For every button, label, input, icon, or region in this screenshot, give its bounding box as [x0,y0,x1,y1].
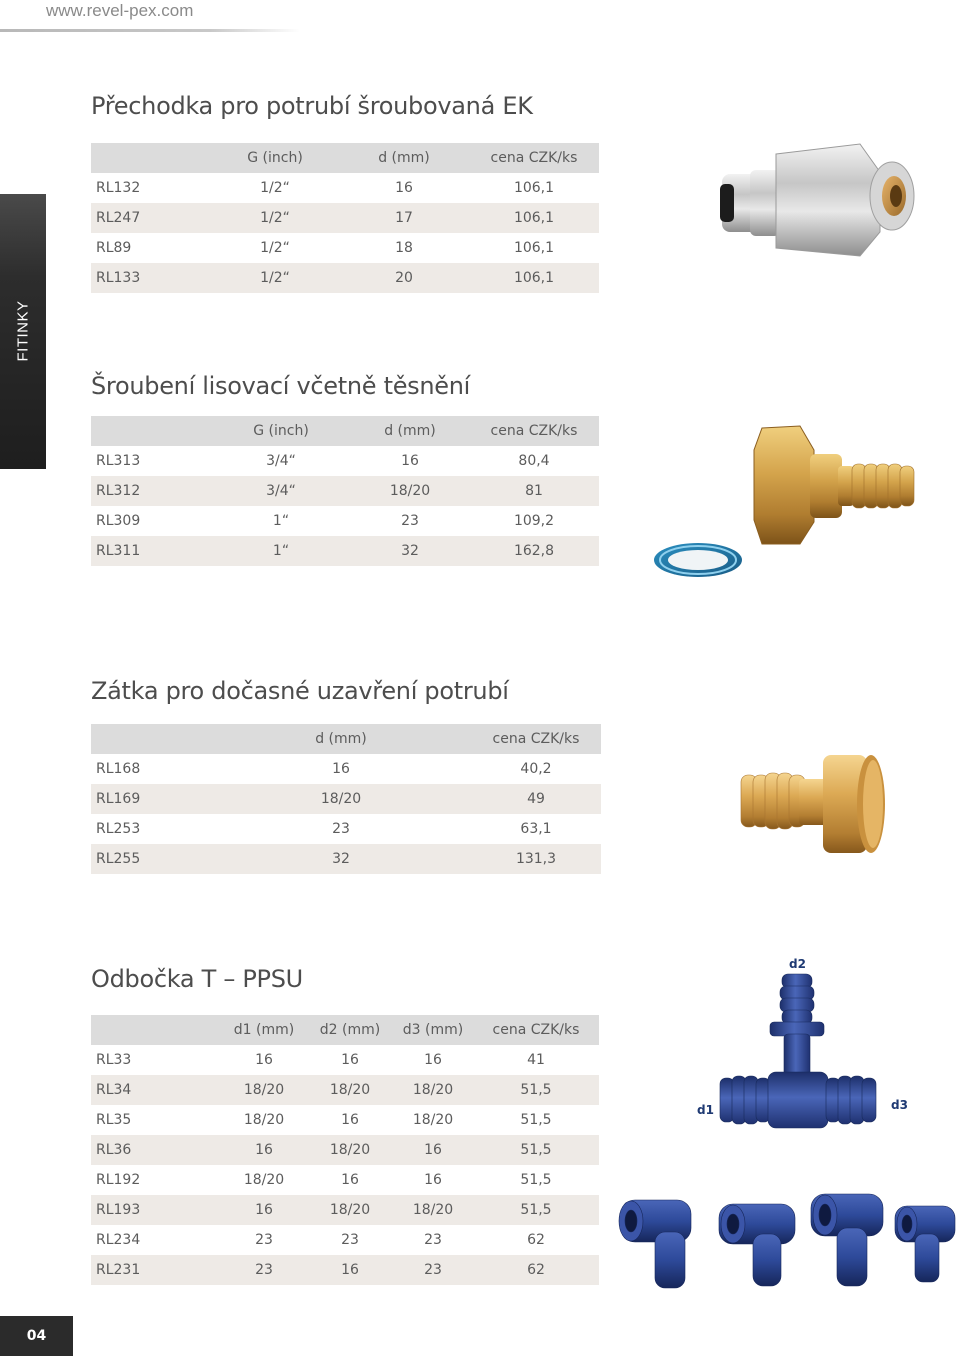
table-header-row [91,724,601,754]
table-row [91,784,601,814]
table-row [91,1105,599,1135]
table-row [91,536,599,566]
ek-adapter-image [710,132,920,262]
product-code: RL168 [96,761,141,777]
table-row [91,1135,599,1165]
section-title-press-union: Šroubení lisovací včetně těsnění [91,372,471,400]
price-cell: 162,8 [469,536,599,566]
product-code: RL132 [96,180,141,196]
table-cell: 1“ [211,536,351,566]
column-header: cena CZK/ks [469,143,599,173]
table-cell: 16 [221,1135,307,1165]
product-code: RL89 [96,240,132,256]
table-cell: 18/20 [412,1112,454,1128]
column-header: cena CZK/ks [469,416,599,446]
table-row [91,173,599,203]
table-cell: 17 [339,203,469,233]
price-cell: 51,5 [520,1172,552,1188]
product-code: RL309 [96,513,141,529]
page-number: 04 [0,1316,73,1356]
table-cell: 18/20 [221,1075,307,1105]
table-cell: 16 [341,1172,359,1188]
tee-label-d2: d2 [789,957,806,971]
column-header [91,416,211,446]
side-tab-label: FITINKY [14,300,32,362]
price-table-tee-ppsu [91,1015,599,1285]
product-code: RL255 [91,844,211,874]
product-code: RL247 [91,203,211,233]
table-cell: 23 [221,1255,307,1285]
price-cell: 81 [469,476,599,506]
table-cell: 16 [401,453,419,469]
table-cell: 16 [424,1052,442,1068]
table-cell: 1/2“ [211,203,339,233]
table-cell: 32 [211,844,471,874]
table-cell: 18/20 [307,1195,393,1225]
table-row [91,203,599,233]
table-cell: 23 [341,1232,359,1248]
table-cell: 18/20 [243,1112,285,1128]
product-code: RL253 [96,821,141,837]
table-row [91,814,601,844]
table-cell: 16 [395,180,413,196]
price-cell: 62 [527,1232,545,1248]
website-url[interactable]: www.revel-pex.com [46,1,194,20]
table-cell: 1/2“ [260,180,290,196]
price-cell: 51,5 [473,1075,599,1105]
price-cell: 131,3 [471,844,601,874]
column-header [91,1015,221,1045]
price-cell: 62 [473,1255,599,1285]
price-cell: 106,1 [513,240,555,256]
table-cell: 16 [221,1195,307,1225]
table-cell: 32 [351,536,469,566]
price-table-press-union [91,416,599,566]
table-cell: 1/2“ [211,263,339,293]
table-cell: 16 [255,1052,273,1068]
product-code: RL169 [91,784,211,814]
product-code: RL193 [91,1195,221,1225]
table-row [91,1255,599,1285]
column-header: d (mm) [339,143,469,173]
column-header: cena CZK/ks [473,1015,599,1045]
price-cell: 51,5 [520,1112,552,1128]
product-code: RL36 [91,1135,221,1165]
price-cell: 106,1 [513,180,555,196]
product-code: RL133 [91,263,211,293]
price-cell: 80,4 [518,453,550,469]
table-cell: 3/4“ [266,453,296,469]
column-header: cena CZK/ks [471,724,601,754]
table-cell: 23 [332,821,350,837]
table-cell: 1/2“ [260,240,290,256]
table-cell: 16 [332,761,350,777]
table-row [91,233,599,263]
table-row [91,1165,599,1195]
table-cell: 18 [395,240,413,256]
tee-ppsu-variants-image [615,1180,960,1295]
price-cell: 51,5 [473,1195,599,1225]
product-code: RL231 [91,1255,221,1285]
table-cell: 18/20 [243,1172,285,1188]
table-cell: 16 [307,1255,393,1285]
table-header-row [91,143,599,173]
column-header: G (inch) [211,416,351,446]
price-cell: 40,2 [520,761,552,777]
product-code: RL311 [91,536,211,566]
table-cell: 18/20 [211,784,471,814]
product-code: RL34 [91,1075,221,1105]
product-code: RL313 [96,453,141,469]
table-cell: 23 [401,513,419,529]
table-cell: 20 [339,263,469,293]
column-header: d2 (mm) [307,1015,393,1045]
table-row [91,446,599,476]
table-cell: 18/20 [307,1075,393,1105]
product-code: RL312 [91,476,211,506]
table-cell: 3/4“ [211,476,351,506]
column-header: d3 (mm) [393,1015,473,1045]
table-cell: 18/20 [351,476,469,506]
table-cell: 23 [393,1255,473,1285]
table-cell: 18/20 [393,1075,473,1105]
table-cell: 18/20 [393,1195,473,1225]
price-table-plug [91,724,601,874]
table-row [91,1075,599,1105]
table-row [91,1225,599,1255]
section-title-ek-adapter: Přechodka pro potrubí šroubovaná EK [91,92,533,120]
table-row [91,754,601,784]
table-row [91,263,599,293]
press-union-image [650,420,930,590]
price-cell: 49 [471,784,601,814]
product-code: RL234 [96,1232,141,1248]
table-cell: 18/20 [307,1135,393,1165]
table-cell: 16 [424,1172,442,1188]
table-cell: 1“ [272,513,290,529]
section-title-plug: Zátka pro dočasné uzavření potrubí [91,677,509,705]
table-row [91,506,599,536]
price-table-ek-adapter [91,143,599,293]
column-header: d1 (mm) [221,1015,307,1045]
tee-ppsu-image [690,960,930,1170]
column-header [91,143,211,173]
table-row [91,1045,599,1075]
table-row [91,476,599,506]
table-cell: 23 [255,1232,273,1248]
table-cell: 16 [341,1112,359,1128]
price-cell: 106,1 [469,263,599,293]
table-header-row [91,416,599,446]
tee-label-d1: d1 [697,1103,714,1117]
price-cell: 63,1 [520,821,552,837]
product-code: RL192 [96,1172,141,1188]
column-header: G (inch) [211,143,339,173]
product-code: RL33 [96,1052,132,1068]
column-header: d (mm) [211,724,471,754]
table-cell: 16 [341,1052,359,1068]
table-row [91,844,601,874]
price-cell: 106,1 [469,203,599,233]
column-header: d (mm) [351,416,469,446]
table-header-row [91,1015,599,1045]
table-cell: 23 [424,1232,442,1248]
table-row [91,1195,599,1225]
column-header [91,724,211,754]
tee-label-d3: d3 [891,1098,908,1112]
product-code: RL35 [96,1112,132,1128]
table-cell: 16 [393,1135,473,1165]
section-title-tee-ppsu: Odbočka T – PPSU [91,965,303,993]
plug-image [735,745,895,865]
price-cell: 41 [527,1052,545,1068]
header-divider [0,29,300,32]
price-cell: 109,2 [513,513,555,529]
price-cell: 51,5 [473,1135,599,1165]
